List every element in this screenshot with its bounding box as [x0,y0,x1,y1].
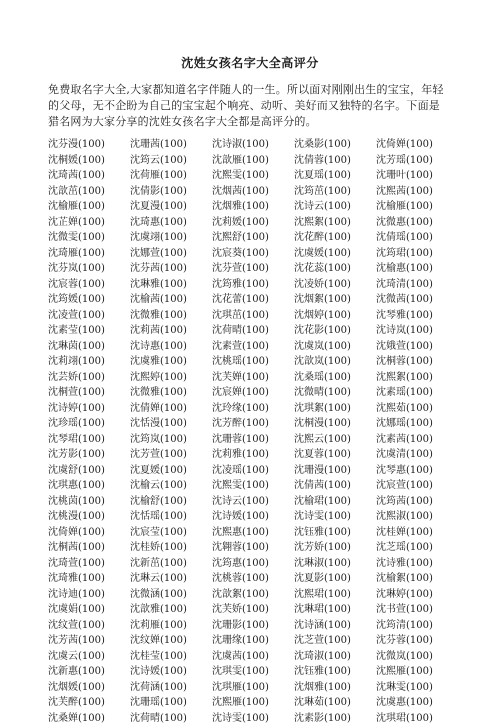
name-entry: 沈芳瑶(100) [376,153,458,169]
name-entry: 沈歆絮(100) [212,587,294,603]
name-entry: 沈微雯(100) [48,230,130,246]
name-entry: 沈虞舒(100) [48,463,130,479]
name-entry: 沈倩婵(100) [130,401,212,417]
name-entry: 沈桂娇(100) [130,540,212,556]
name-entry: 沈诗迪(100) [48,587,130,603]
name-entry: 沈诗雯(100) [294,509,376,525]
name-entry: 沈微岚(100) [376,649,458,665]
name-entry: 沈素萱(100) [212,339,294,355]
name-entry: 沈诗惠(100) [130,339,212,355]
name-entry: 沈花影(100) [294,323,376,339]
name-entry: 沈熙雁(100) [376,664,458,680]
name-entry: 沈荷晴(100) [130,711,212,726]
name-entry: 沈倚婵(100) [48,525,130,541]
name-entry: 沈诗岚(100) [376,323,458,339]
name-entry: 沈虞惠(100) [376,695,458,711]
name-entry: 沈琦茜(100) [48,168,130,184]
name-entry: 沈莉雁(100) [130,618,212,634]
name-entry: 沈纹婵(100) [130,633,212,649]
name-entry: 沈筠雅(100) [212,277,294,293]
name-entry: 沈琪雁(100) [212,680,294,696]
name-entry: 沈虞翊(100) [130,230,212,246]
name-entry: 沈琦淑(100) [294,649,376,665]
name-entry: 沈熙淑(100) [376,509,458,525]
name-entry: 沈桑影(100) [294,137,376,153]
name-entry: 沈虞媛(100) [294,246,376,262]
name-entry: 沈琦惠(100) [130,215,212,231]
name-entry: 沈荷涵(100) [130,680,212,696]
name-entry: 沈花蕾(100) [212,292,294,308]
name-entry: 沈素影(100) [294,711,376,726]
name-entry: 沈熙婷(100) [130,370,212,386]
name-entry: 沈倚婵(100) [376,137,458,153]
name-entry: 沈芳影(100) [48,447,130,463]
name-entry: 沈芬岚(100) [48,261,130,277]
name-entry: 沈榆絮(100) [376,571,458,587]
name-entry: 沈夏瑶(100) [294,168,376,184]
name-entry: 沈诗云(100) [294,199,376,215]
name-entry: 沈琪雯(100) [212,664,294,680]
name-entry: 沈宸葵(100) [212,246,294,262]
name-entry: 沈虞雅(100) [130,354,212,370]
name-entry: 沈芬茜(100) [130,261,212,277]
name-entry: 沈烟茜(100) [212,184,294,200]
name-entry: 沈榆云(100) [130,478,212,494]
name-entry: 沈诗淑(100) [212,137,294,153]
name-entry: 沈宸婵(100) [212,385,294,401]
name-entry: 沈筠茁(100) [294,184,376,200]
name-entry: 沈熙茜(100) [376,184,458,200]
name-entry: 沈芷婵(100) [48,215,130,231]
name-entry: 沈琳云(100) [130,571,212,587]
name-entry: 沈桂婵(100) [376,525,458,541]
name-entry: 沈微雅(100) [130,385,212,401]
name-entry: 沈珊蓉(100) [212,432,294,448]
name-entry: 沈微涵(100) [130,587,212,603]
name-entry: 沈熙云(100) [294,432,376,448]
name-entry: 沈桐萱(100) [48,385,130,401]
name-entry: 沈凌娇(100) [294,277,376,293]
name-entry: 沈荷晴(100) [212,323,294,339]
name-entry: 沈歆雅(100) [130,602,212,618]
name-entry: 沈倩瑶(100) [376,230,458,246]
name-entry: 沈夏蓉(100) [294,447,376,463]
name-entry: 沈琪惠(100) [48,478,130,494]
name-entry: 沈诗雯(100) [212,711,294,726]
name-entry: 沈熙雯(100) [212,478,294,494]
name-entry: 沈筠惠(100) [212,556,294,572]
name-entry: 沈诗云(100) [212,494,294,510]
name-entry: 沈诗涵(100) [294,618,376,634]
name-entry: 沈琳淑(100) [294,556,376,572]
name-entry: 沈桃漫(100) [48,509,130,525]
name-entry: 沈桐蓉(100) [376,354,458,370]
name-entry: 沈琳茵(100) [48,339,130,355]
name-entry: 沈琴惠(100) [376,463,458,479]
name-entry: 沈琳珺(100) [294,602,376,618]
name-entry: 沈倩蓉(100) [294,153,376,169]
name-entry: 沈芬蓉(100) [376,633,458,649]
name-entry: 沈桑婵(100) [48,711,130,726]
name-entry: 沈芙娇(100) [212,602,294,618]
name-entry: 沈熙絮(100) [294,215,376,231]
name-entry: 沈熙珺(100) [294,587,376,603]
name-entry: 沈琴珺(100) [48,432,130,448]
name-entry: 沈桂莹(100) [130,649,212,665]
name-entry: 沈芙婵(100) [212,370,294,386]
name-entry: 沈熙惠(100) [212,525,294,541]
name-entry: 沈珊瑶(100) [130,695,212,711]
name-entry: 沈倩茜(100) [294,478,376,494]
name-entry: 沈熙茹(100) [376,401,458,417]
name-entry: 沈歆茁(100) [48,184,130,200]
name-entry: 沈琳雯(100) [376,680,458,696]
name-entry: 沈虞岚(100) [294,339,376,355]
name-entry: 沈歆岚(100) [294,354,376,370]
name-entry: 沈桐媛(100) [48,153,130,169]
name-entry: 沈莉媛(100) [212,215,294,231]
name-entry: 沈琴雅(100) [376,308,458,324]
name-entry: 沈琦清(100) [376,277,458,293]
name-entry: 沈花醉(100) [294,230,376,246]
name-entry: 沈熙絮(100) [376,370,458,386]
name-entry: 沈芙醉(100) [48,695,130,711]
name-entry: 沈珍瑶(100) [48,416,130,432]
name-entry: 沈桑瑶(100) [294,370,376,386]
name-entry: 沈桃瑶(100) [212,354,294,370]
name-entry: 沈娜瑶(100) [376,416,458,432]
name-entry: 沈新茁(100) [130,556,212,572]
name-entry: 沈宸萱(100) [376,478,458,494]
name-entry: 沈虞清(100) [376,447,458,463]
name-entry: 沈筠清(100) [376,618,458,634]
name-entry: 沈恬漫(100) [130,416,212,432]
name-entry: 沈榆雁(100) [376,199,458,215]
name-entry: 沈钰雅(100) [294,664,376,680]
name-entry: 沈芬萱(100) [212,261,294,277]
name-entry: 沈珊茜(100) [130,137,212,153]
name-entry: 沈莉雅(100) [212,447,294,463]
name-entry: 沈恬瑶(100) [130,509,212,525]
name-entry: 沈琪茁(100) [212,308,294,324]
name-entry: 沈烟雅(100) [212,199,294,215]
name-entry: 沈纹萱(100) [48,618,130,634]
name-entry: 沈花蕊(100) [294,261,376,277]
name-entry: 沈翱蓉(100) [212,540,294,556]
name-entry: 沈琳茹(100) [294,695,376,711]
name-entry: 沈琦雅(100) [48,571,130,587]
name-entry: 沈筠珺(100) [376,246,458,262]
name-entry: 沈诗媛(100) [212,509,294,525]
name-entry: 沈微雅(100) [130,308,212,324]
name-entry: 沈诗媛(100) [130,664,212,680]
name-entry: 沈筠岚(100) [130,432,212,448]
name-entry: 沈芳萱(100) [130,447,212,463]
name-entry: 沈娥萱(100) [376,339,458,355]
name-entry: 沈芝瑶(100) [376,540,458,556]
name-entry: 沈凌瑶(100) [212,463,294,479]
name-entry: 沈桐茜(100) [48,540,130,556]
intro-paragraph: 免费取名字大全,大家都知道名字伴随人的一生。所以面对刚刚出生的宝宝，年轻的父母，无不企盼为自己的宝宝起个响亮、动听、美好而又独特的名字。下面是猎名网为大家分享的沈姓女孩名字大全都是高评分的。 [48,82,450,130]
name-entry: 沈虞茜(100) [212,649,294,665]
name-entry: 沈桐漫(100) [294,416,376,432]
name-entry: 沈珊漫(100) [294,463,376,479]
name-entry: 沈琪絮(100) [294,401,376,417]
name-entry: 沈榆惠(100) [376,261,458,277]
name-entry: 沈娜萱(100) [130,246,212,262]
name-entry: 沈榆珺(100) [294,494,376,510]
name-entry: 沈虞云(100) [48,649,130,665]
name-entry: 沈琦萱(100) [48,556,130,572]
name-entry: 沈芬漫(100) [48,137,130,153]
name-entry: 沈倩影(100) [130,184,212,200]
name-entry: 沈芳醉(100) [212,416,294,432]
name-entry: 沈熙雯(100) [212,168,294,184]
name-entry: 沈桃茵(100) [48,494,130,510]
name-entry: 沈筠云(100) [130,153,212,169]
name-entry: 沈夏漫(100) [130,199,212,215]
name-entry: 沈凌萱(100) [48,308,130,324]
name-entry: 沈烟雅(100) [294,680,376,696]
name-entry: 沈素莹(100) [48,323,130,339]
name-entry: 沈琳婷(100) [376,587,458,603]
name-entry: 沈筠茜(100) [376,494,458,510]
name-entry: 沈桃蓉(100) [212,571,294,587]
name-entry: 沈素瑶(100) [376,385,458,401]
name-list-grid [48,137,458,726]
name-entry: 沈琦雁(100) [48,246,130,262]
name-entry: 沈钰雅(100) [294,525,376,541]
name-entry: 沈烟婷(100) [294,308,376,324]
name-entry: 沈筠媛(100) [48,292,130,308]
name-entry: 沈芳茜(100) [48,633,130,649]
name-entry: 沈书萱(100) [376,602,458,618]
name-entry: 沈烟媛(100) [48,680,130,696]
name-entry: 沈宸蓉(100) [48,277,130,293]
name-entry: 沈素茜(100) [376,432,458,448]
name-entry: 沈珊影(100) [212,618,294,634]
name-entry: 沈夏媛(100) [130,463,212,479]
name-entry: 沈新惠(100) [48,664,130,680]
name-entry: 沈玲缘(100) [212,401,294,417]
name-entry: 沈莉茜(100) [130,323,212,339]
name-entry: 沈珊缘(100) [212,633,294,649]
name-entry: 沈宸莹(100) [130,525,212,541]
name-entry: 沈琪珺(100) [376,711,458,726]
name-entry: 沈榆雁(100) [48,199,130,215]
name-entry: 沈芝萱(100) [294,633,376,649]
name-entry: 沈虞娟(100) [48,602,130,618]
name-entry: 沈芳娇(100) [294,540,376,556]
name-entry: 沈熙舒(100) [212,230,294,246]
name-entry: 沈夏影(100) [294,571,376,587]
name-entry: 沈微惠(100) [376,215,458,231]
name-entry: 沈熙雁(100) [212,695,294,711]
document-title: 沈姓女孩名字大全高评分 [0,54,500,71]
name-entry: 沈微晴(100) [294,385,376,401]
name-entry: 沈烟絮(100) [294,292,376,308]
name-entry: 沈榆舒(100) [130,494,212,510]
name-entry: 沈珊叶(100) [376,168,458,184]
name-entry: 沈诗雅(100) [376,556,458,572]
name-entry: 沈莉翊(100) [48,354,130,370]
name-entry: 沈榆茜(100) [130,292,212,308]
name-entry: 沈微茜(100) [376,292,458,308]
name-entry: 沈荷雁(100) [130,168,212,184]
name-entry: 沈琳雅(100) [130,277,212,293]
name-entry: 沈芸娇(100) [48,370,130,386]
name-entry: 沈诗婷(100) [48,401,130,417]
name-entry: 沈歆雁(100) [212,153,294,169]
